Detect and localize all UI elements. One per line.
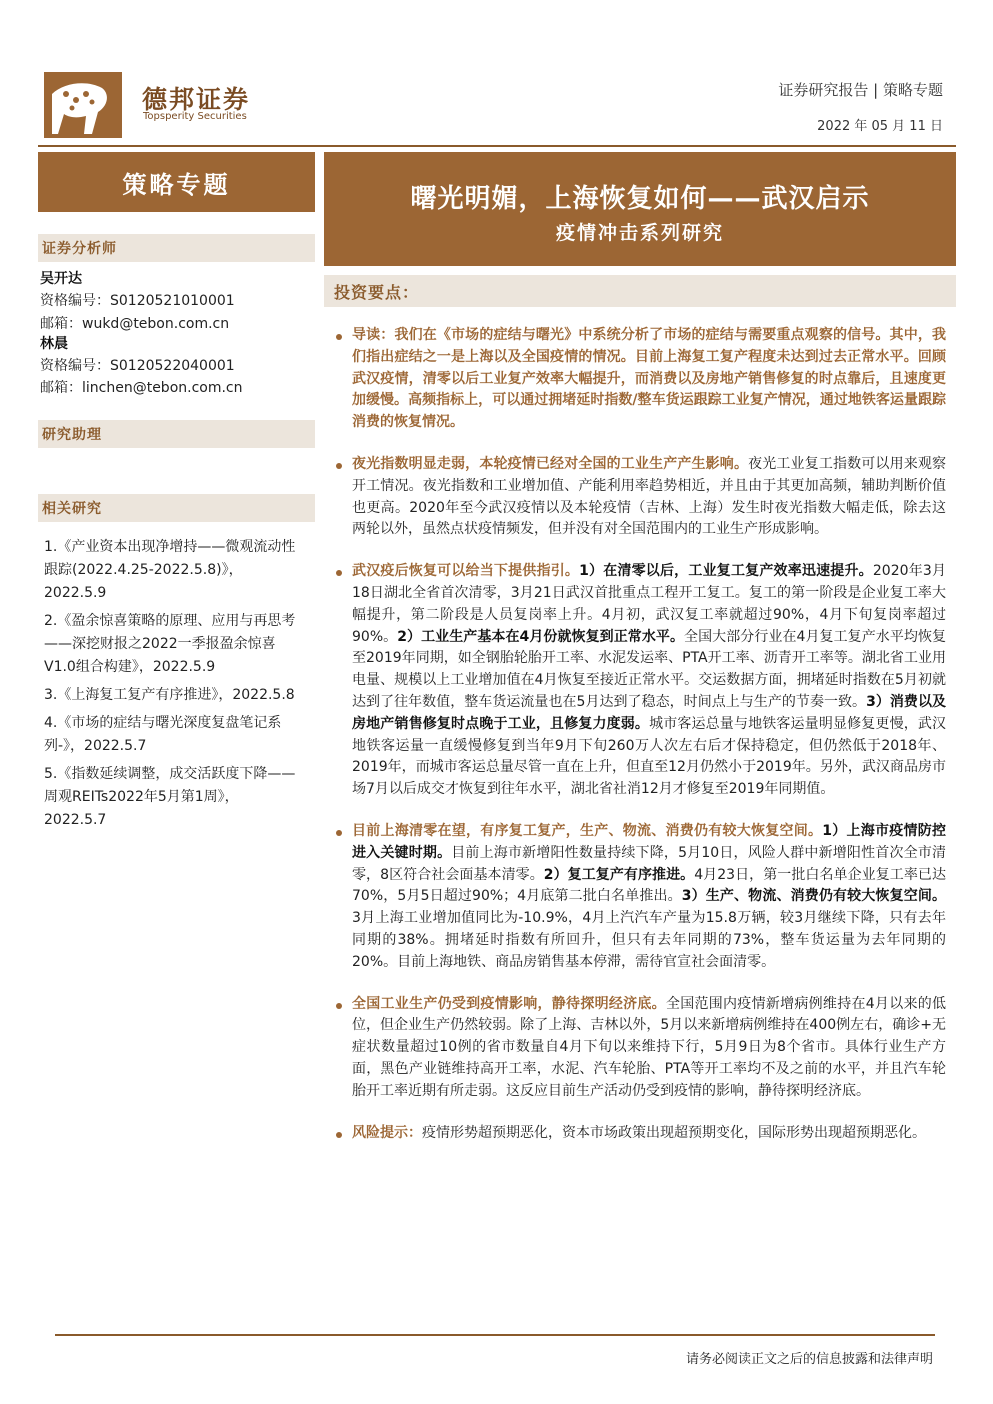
key-point <box>334 454 946 541</box>
report-subtitle: 疫情冲击系列研究 <box>555 222 724 244</box>
report-title: 曙光明媚，上海恢复如何——武汉启示 <box>410 184 870 214</box>
analyst-name: 林晨 <box>40 336 68 352</box>
key-points-list <box>334 325 946 1164</box>
key-point <box>334 994 946 1103</box>
footer-divider <box>55 1334 935 1336</box>
key-point-text: 夜光工业复工指数可以用来观察开工情况。夜光指数和工业增加值、产能利用率趋势相近，并且由于其更加高频，辅助判断价值也更高。2020年至今武汉疫情以及本轮疫情（吉林、上海）发生时夜光指数大幅走低，除去这两轮以外，虽然点状疫情频发，但并没有对全国范围内的工业生产形成影响。 <box>352 455 947 538</box>
report-date: 2022 年 05 月 11 日 <box>817 119 943 134</box>
bullet-icon <box>336 570 342 576</box>
key-points-section-title: 投资要点： <box>324 275 956 307</box>
key-point-lead: 武汉疫后恢复可以给当下提供指引。 <box>352 563 580 580</box>
key-point-bold: 2）工业生产基本在4月份就恢复到正常水平。 <box>397 628 685 645</box>
key-point-bold: 1）在清零以后，工业复工复产效率迅速提升。 <box>579 563 873 580</box>
related-research-list <box>44 536 300 837</box>
analyst-email[interactable]: 邮箱：linchen@tebon.com.cn <box>40 380 243 396</box>
key-point-lead: 全国工业生产仍受到疫情影响，静待探明经济底。 <box>352 995 666 1012</box>
key-point-text: 全国范围内疫情新增病例维持在4月以来的低位，但企业生产仍然较弱。除了上海、吉林以外，5月以来新增病例维持在400例左右，确诊+无症状数量超过10例的省市数量自4月下旬以来维持下行，5月9日为8个省市。具体行业生产方面，黑色产业链维持高开工率，水泥、汽车轮胎、PTA等开工率均不及之前的水平，并且汽车轮胎开工率近期有所走弱。这反应目前生产活动仍受到疫情的影响，静待探明经济底。 <box>352 995 947 1099</box>
key-point-bold: 3）消费以及房地产销售修复时点晚于工业，且修复力度弱。 <box>352 693 946 732</box>
related-research-item[interactable]: 4.《市场的症结与曙光深度复盘笔记系列-》，2022.5.7 <box>44 715 282 754</box>
company-logo-icon <box>44 72 122 138</box>
title-banner <box>324 152 956 266</box>
key-point-text: 导读：我们在《市场的症结与曙光》中系统分析了市场的症结与需要重点观察的信号。其中，我们指出症结之一是上海以及全国疫情的情况。目前上海复工复产程度未达到过去正常水平。回顾武汉疫情，清零以后工业复产效率大幅提升，而消费以及房地产销售修复的时点靠后，且速度更加缓慢。高频指标上，可以通过拥堵延时指数/整车货运跟踪工业复产情况，通过地铁客运量跟踪消费的恢复情况。 <box>352 327 946 431</box>
key-point-lead: 夜光指数明显走弱，本轮疫情已经对全国的工业生产产生影响。 <box>352 455 749 472</box>
key-point <box>334 1123 946 1145</box>
key-point <box>334 325 946 434</box>
report-type: 证券研究报告 | 策略专题 <box>778 81 943 99</box>
key-point-text: 目前上海市新增阳性数量持续下降，5月10日，风险人群中新增阳性首次全市清零，8区符合社会面基本清零。 <box>352 844 946 883</box>
bullet-icon <box>336 1132 342 1138</box>
bullet-icon <box>336 463 342 469</box>
key-point-text: 2020年3月18日湖北全省首次清零，3月21日武汉首批重点工程开工复工。复工的第一阶段是企业复工率大幅提升，第二阶段是人员复岗率上升。4月初，武汉复工率就超过90%，4月下旬复岗率超过90%。 <box>352 563 947 645</box>
header-divider <box>38 145 956 147</box>
related-research-item[interactable]: 5.《指数延续调整，成交活跃度下降——周观REITs2022年5月第1周》，2022.5.7 <box>44 766 296 828</box>
analyst-name: 吴开达 <box>40 271 82 287</box>
key-point <box>334 821 946 974</box>
bullet-icon <box>336 334 342 340</box>
analyst-cert: 资格编号：S0120522040001 <box>40 358 235 374</box>
analyst-section-title: 证券分析师 <box>38 234 315 262</box>
related-section-title: 相关研究 <box>38 494 315 522</box>
related-research-item[interactable]: 2.《盈余惊喜策略的原理、应用与再思考——深挖财报之2022一季报盈余惊喜V1.0组合构建》，2022.5.9 <box>44 613 296 675</box>
key-point-bold: 1）上海市疫情防控进入关键时期。 <box>352 822 946 861</box>
key-point-text: 4月23日，第一批白名单企业复工率已达70%，5月5日超过90%；4月底第二批白名单推出。 <box>352 866 946 905</box>
key-point-bold: 2）复工复产有序推进。 <box>543 866 695 883</box>
assistant-section-title: 研究助理 <box>38 420 315 448</box>
key-point-lead: 风险提示： <box>352 1124 422 1141</box>
logo-english-name: Topsperity Securities <box>143 111 247 122</box>
analyst-email[interactable]: 邮箱：wukd@tebon.com.cn <box>40 316 230 332</box>
bullet-icon <box>336 1003 342 1009</box>
key-point-lead: 目前上海清零在望，有序复工复产，生产、物流、消费仍有较大恢复空间。 <box>352 822 823 839</box>
key-point-text: 疫情形势超预期恶化，资本市场政策出现超预期变化，国际形势出现超预期恶化。 <box>422 1124 926 1141</box>
key-point <box>334 561 946 801</box>
key-point-text: 全国大部分行业在4月复工复产水平均恢复至2019年同期，如全钢胎轮胎开工率、水泥发运率、PTA开工率、沥青开工率等。湖北省工业用电量、规模以上工业增加值在4月恢复至接近正常水平。交运数据方面，拥堵延时指数在5月初就达到了往年数值，整车货运流量也在5月达到了稳态，时间点上与生产的节奏一致。 <box>352 628 947 710</box>
related-research-item[interactable]: 3.《上海复工复产有序推进》，2022.5.8 <box>44 687 295 703</box>
bullet-icon <box>336 830 342 836</box>
analyst-cert: 资格编号：S0120521010001 <box>40 293 235 309</box>
left-banner: 策略专题 <box>38 152 315 212</box>
footer-disclaimer: 请务必阅读正文之后的信息披露和法律声明 <box>685 1352 933 1367</box>
key-point-text: 城市客运总量与地铁客运量明显修复更慢，武汉地铁客运量一直缓慢修复到当年9月下旬260万人次左右后才保持稳定，但仍然低于2018年、2019年，而城市客运总量尽管一直在上升，但直至12月仍然小于2019年。另外，武汉商品房市场7月以后成交才恢复到往年水平，湖北省社消12月才修复至2019年同期值。 <box>352 715 947 798</box>
key-point-bold: 3）生产、物流、消费仍有较大恢复空间。 <box>681 888 946 905</box>
key-point-text: 3月上海工业增加值同比为-10.9%，4月上汽汽车产量为15.8万辆，较3月继续下降，只有去年同期的38%。拥堵延时指数有所回升，但只有去年同期的73%，整车货运量为去年同期的20%。目前上海地铁、商品房销售基本停滞，需待官宣社会面清零。 <box>352 910 946 970</box>
logo-chinese-name: 德邦证券 <box>142 85 251 114</box>
related-research-item[interactable]: 1.《产业资本出现净增持——微观流动性跟踪(2022.4.25-2022.5.8)》，2022.5.9 <box>44 539 296 601</box>
